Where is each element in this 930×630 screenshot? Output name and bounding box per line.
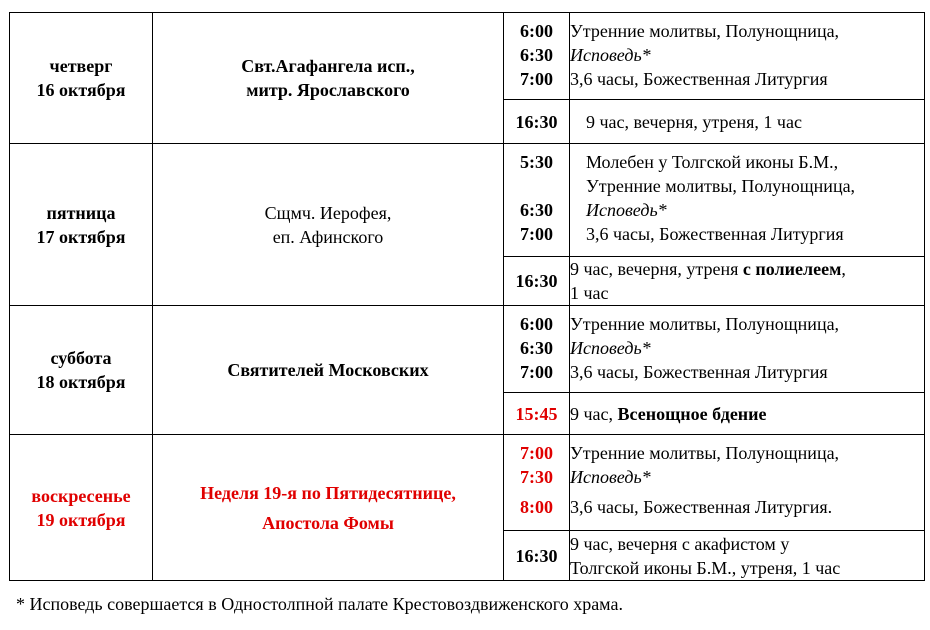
- service-text-bold: с полиелеем: [742, 259, 842, 279]
- saint-cell-thursday: [153, 13, 504, 144]
- service-text: 9 час, вечерня, утреня: [570, 259, 743, 279]
- weekday-label: четверг: [49, 56, 113, 76]
- service-line: Утренние молитвы, Полунощница,: [570, 443, 840, 463]
- service-line: Толгской иконы Б.М., утреня, 1 час: [570, 557, 841, 578]
- time-cell-morning: [504, 144, 570, 257]
- service-line: Утренние молитвы, Полунощница,: [586, 176, 856, 196]
- service-text: 9 час,: [570, 403, 618, 424]
- saint-line: Сщмч. Иерофея,: [264, 202, 392, 223]
- service-text-bold: Всенощное бдение: [617, 403, 767, 424]
- time-cell-evening: [504, 257, 570, 306]
- day-cell-saturday: [10, 306, 153, 435]
- time-cell-evening: [504, 531, 570, 581]
- service-line: Утренние молитвы, Полунощница,: [570, 314, 840, 334]
- saint-line: митр. Ярославского: [246, 80, 410, 100]
- service-line-confession: Исповедь*: [586, 200, 667, 220]
- time-value: 8:00: [520, 497, 553, 517]
- time-cell-evening: [504, 393, 570, 435]
- service-line-confession: Исповедь*: [570, 467, 651, 487]
- table-row-saturday-morning: [10, 306, 925, 393]
- footnote: * Исповедь совершается в Одностолпной палате Крестовоздвиженского храма.: [16, 594, 623, 614]
- service-cell-morning: [570, 306, 925, 393]
- time-cell-evening: [504, 100, 570, 144]
- saint-line: Неделя 19-я по Пятидесятнице,: [200, 482, 456, 503]
- day-cell-thursday: [10, 13, 153, 144]
- weekday-label: воскресенье: [31, 485, 131, 506]
- service-line: 9 час, вечерня, утреня, 1 час: [586, 111, 802, 132]
- time-value: 6:30: [520, 338, 553, 358]
- time-value: 6:30: [520, 200, 553, 220]
- time-value: 16:30: [515, 111, 558, 132]
- time-value: 16:30: [515, 545, 558, 566]
- service-line: 3,6 часы, Божественная Литургия: [586, 224, 844, 244]
- service-cell-morning: [570, 13, 925, 100]
- service-cell-evening: [570, 100, 925, 144]
- time-value: 6:00: [520, 21, 553, 41]
- time-value: 7:00: [520, 69, 553, 89]
- day-cell-friday: [10, 144, 153, 306]
- service-cell-morning: [570, 435, 925, 531]
- day-cell-sunday: [10, 435, 153, 581]
- saint-cell-friday: [153, 144, 504, 306]
- date-label: 17 октября: [36, 226, 126, 247]
- time-value: 5:30: [520, 152, 553, 172]
- saint-line: Апостола Фомы: [262, 512, 394, 533]
- service-cell-evening: [570, 257, 925, 306]
- service-line: Утренние молитвы, Полунощница,: [570, 21, 840, 41]
- time-cell-morning: [504, 435, 570, 531]
- date-label: 18 октября: [36, 372, 126, 392]
- service-line: Молебен у Толгской иконы Б.М.,: [586, 152, 839, 172]
- service-line: 3,6 часы, Божественная Литургия: [570, 69, 828, 89]
- date-label: 19 октября: [36, 509, 126, 530]
- table-row-friday-morning: [10, 144, 925, 257]
- saint-line: еп. Афинского: [272, 226, 384, 247]
- saint-line: Святителей Московских: [227, 360, 429, 380]
- service-line: 3,6 часы, Божественная Литургия: [570, 362, 828, 382]
- weekday-label: суббота: [50, 348, 112, 368]
- time-value: 7:30: [520, 467, 553, 487]
- time-value: 6:00: [520, 314, 553, 334]
- date-label: 16 октября: [36, 80, 126, 100]
- service-line: 1 час: [570, 283, 609, 303]
- saint-cell-saturday: [153, 306, 504, 435]
- time-value: 7:00: [520, 224, 553, 244]
- time-value: 7:00: [520, 443, 553, 463]
- table-row-sunday-morning: [10, 435, 925, 531]
- saint-cell-sunday: [153, 435, 504, 581]
- weekday-label: пятница: [46, 202, 116, 223]
- table-row-thursday-morning: [10, 13, 925, 100]
- time-value: 7:00: [520, 362, 553, 382]
- schedule-table: [9, 12, 925, 581]
- spacer: [504, 174, 569, 192]
- service-cell-evening: [570, 393, 925, 435]
- time-cell-morning: [504, 306, 570, 393]
- time-value: 15:45: [515, 403, 558, 424]
- service-line: 9 час, вечерня с акафистом у: [570, 533, 790, 554]
- service-line-confession: Исповедь*: [570, 45, 651, 65]
- service-cell-evening: [570, 531, 925, 581]
- saint-line: Свт.Агафангела исп.,: [241, 56, 415, 76]
- time-value: 16:30: [515, 271, 558, 291]
- service-text: ,: [841, 259, 846, 279]
- time-value: 6:30: [520, 45, 553, 65]
- service-cell-morning: [570, 144, 925, 257]
- service-line-confession: Исповедь*: [570, 338, 651, 358]
- time-cell-morning: [504, 13, 570, 100]
- service-line: 3,6 часы, Божественная Литургия.: [570, 497, 833, 517]
